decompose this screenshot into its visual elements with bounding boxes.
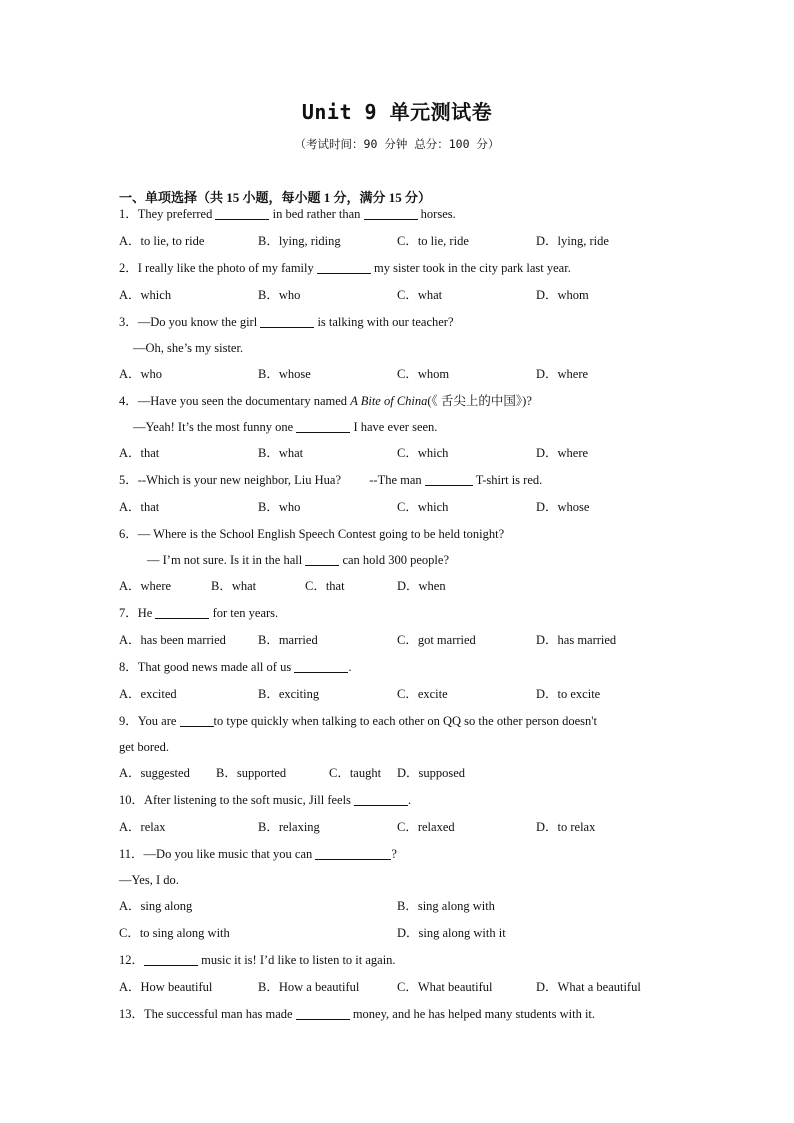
option-c: C．excite [397, 687, 448, 701]
answer-blank [215, 205, 269, 220]
option-a: A．suggested [119, 766, 190, 780]
option-c: C．that [305, 579, 345, 593]
question-3-reply: —Oh, she’s my sister. [133, 341, 244, 355]
answer-blank [317, 259, 371, 274]
question-11-options-row2 [119, 922, 679, 949]
question-6-options [119, 575, 679, 602]
page-title: Unit 9 单元测试卷 [301, 100, 493, 124]
question-10: 10．After listening to the soft music, Jill feels . [119, 793, 412, 807]
section-heading: 一、单项选择（共 15 小题，每小题 1 分，满分 15 分） [119, 190, 432, 205]
answer-blank [425, 471, 473, 486]
question-3-options [119, 363, 679, 390]
option-a: A．that [119, 446, 160, 460]
option-d: D．lying, ride [536, 234, 609, 248]
question-3: 3．—Do you know the girl is talking with our teacher? [119, 315, 454, 329]
option-b: B．relaxing [258, 820, 320, 834]
question-7: 7．He for ten years. [119, 606, 279, 620]
option-c: C．relaxed [397, 820, 455, 834]
option-a: A．which [119, 288, 172, 302]
option-d: D．to relax [536, 820, 596, 834]
option-b: B．what [258, 446, 304, 460]
answer-blank [354, 791, 408, 806]
question-8: 8．That good news made all of us . [119, 660, 352, 674]
question-9-cont: get bored. [119, 740, 169, 754]
answer-blank [260, 313, 314, 328]
question-4: 4．—Have you seen the documentary named A Bite of China(《 舌尖上的中国》)? [119, 394, 532, 408]
question-4-reply: —Yeah! It’s the most funny one I have ever seen. [133, 420, 438, 434]
option-c: C．taught [329, 766, 382, 780]
question-7-options [119, 629, 679, 656]
question-6: 6．— Where is the School English Speech Contest going to be held tonight? [119, 527, 505, 541]
question-6-reply: — I’m not sure. Is it in the hall can hold 300 people? [147, 553, 449, 567]
option-a: A．relax [119, 820, 166, 834]
option-d: D．supposed [397, 766, 466, 780]
answer-blank [155, 604, 209, 619]
question-11-reply: —Yes, I do. [119, 873, 179, 887]
option-d: D．to excite [536, 687, 601, 701]
answer-blank [144, 951, 198, 966]
option-a: A．excited [119, 687, 177, 701]
question-list [119, 203, 679, 1030]
question-4-options [119, 442, 679, 469]
option-d: D．has married [536, 633, 617, 647]
option-c: C．to lie, ride [397, 234, 469, 248]
question-9-options [119, 762, 679, 789]
answer-blank [180, 712, 214, 727]
option-d: D．whom [536, 288, 589, 302]
option-d: D．What a beautiful [536, 980, 641, 994]
option-c: C．which [397, 500, 449, 514]
option-a: A．sing along [119, 899, 193, 913]
option-b: B．sing along with [397, 899, 495, 913]
option-c: C．whom [397, 367, 450, 381]
option-a: A．where [119, 579, 172, 593]
option-b: B．exciting [258, 687, 320, 701]
answer-blank [296, 1005, 350, 1020]
answer-blank [315, 845, 391, 860]
option-b: B．who [258, 288, 301, 302]
option-c: C．to sing along with [119, 926, 230, 940]
option-a: A．who [119, 367, 163, 381]
option-a: A．How beautiful [119, 980, 213, 994]
question-2-options [119, 284, 679, 311]
option-c: C．What beautiful [397, 980, 493, 994]
question-5: 5．--Which is your new neighbor, Liu Hua? --The man T-shirt is red. [119, 473, 543, 487]
question-5-options [119, 496, 679, 523]
question-10-options [119, 816, 679, 843]
option-c: C．what [397, 288, 443, 302]
exam-info: （考试时间：90 分钟 总分：100 分） [294, 137, 500, 151]
option-b: B．married [258, 633, 318, 647]
option-b: B．How a beautiful [258, 980, 360, 994]
question-2: 2．I really like the photo of my family my sister took in the city park last year. [119, 261, 571, 275]
option-d: D．where [536, 446, 589, 460]
answer-blank [364, 205, 418, 220]
option-b: B．supported [216, 766, 287, 780]
question-9: 9．You are to type quickly when talking to each other on QQ so the other person doesn't [119, 714, 597, 728]
question-12-options [119, 976, 679, 1003]
option-d: D．sing along with it [397, 926, 506, 940]
option-d: D．whose [536, 500, 590, 514]
answer-blank [294, 658, 348, 673]
option-b: B．lying, riding [258, 234, 341, 248]
option-d: D．when [397, 579, 446, 593]
question-12: 12． music it is! I’d like to listen to it again. [119, 953, 396, 967]
question-11: 11．—Do you like music that you can ? [119, 847, 397, 861]
question-8-options [119, 683, 679, 710]
question-1-options [119, 230, 679, 257]
question-1: 1．They preferred in bed rather than horses. [119, 207, 456, 221]
option-b: B．who [258, 500, 301, 514]
answer-blank [296, 418, 350, 433]
option-a: A．has been married [119, 633, 226, 647]
question-11-options-row1 [119, 895, 679, 922]
option-a: A．to lie, to ride [119, 234, 205, 248]
option-d: D．where [536, 367, 589, 381]
option-c: C．got married [397, 633, 476, 647]
question-13: 13．The successful man has made money, and he has helped many students with it. [119, 1007, 596, 1021]
option-a: A．that [119, 500, 160, 514]
option-b: B．what [211, 579, 257, 593]
answer-blank [305, 551, 339, 566]
option-c: C．which [397, 446, 449, 460]
option-b: B．whose [258, 367, 311, 381]
